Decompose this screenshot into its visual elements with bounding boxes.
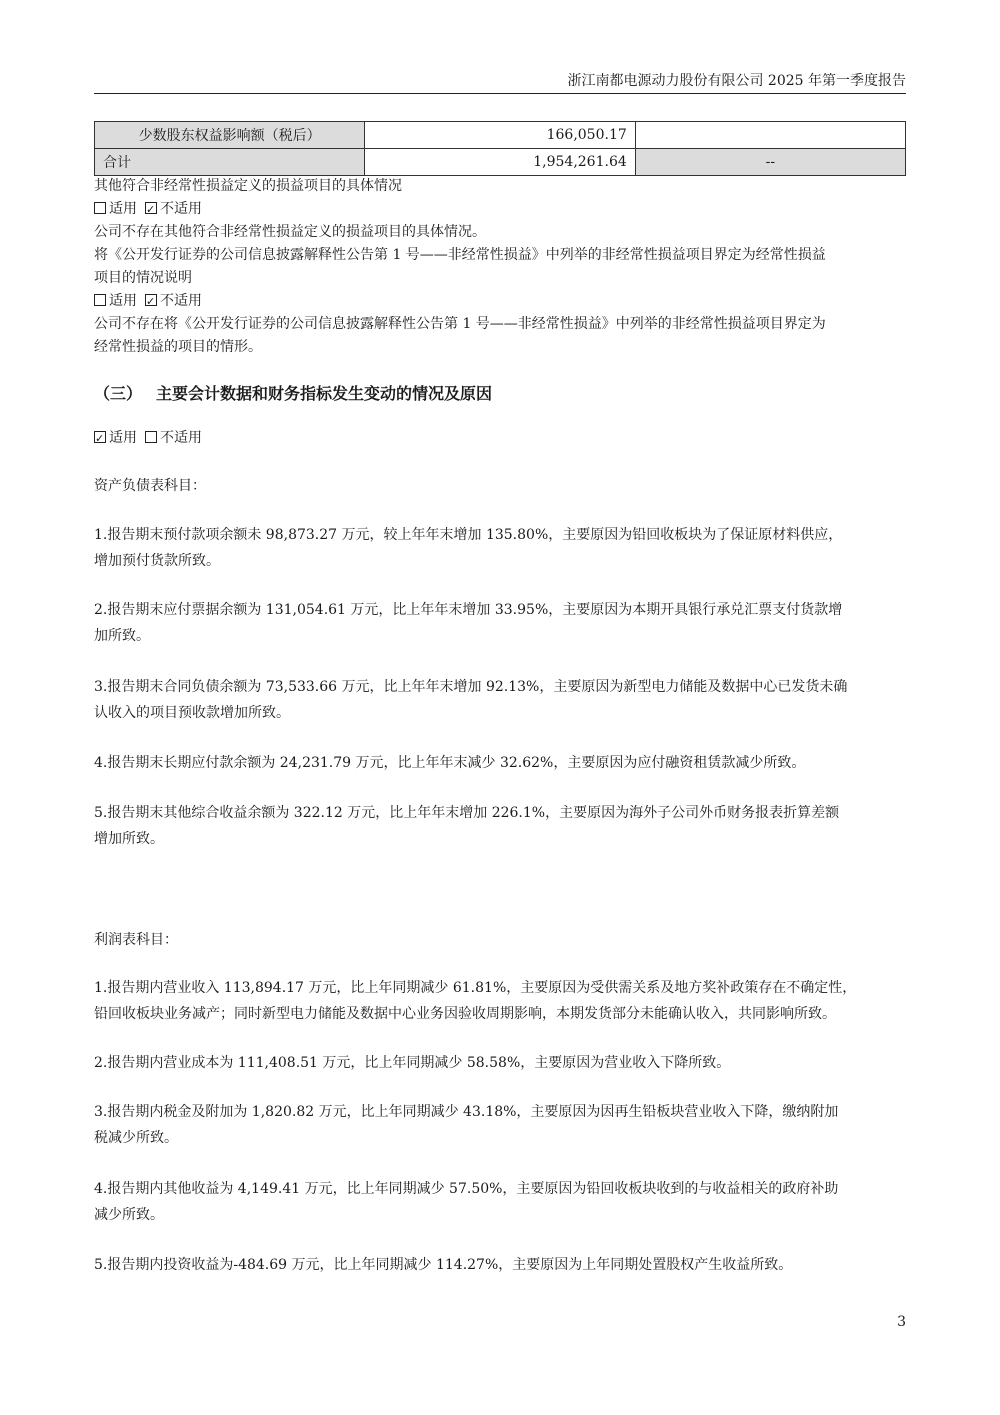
balance-item: 1.报告期末预付款项余额未 98,873.27 万元，较上年年末增加 135.80%，主要原因为铅回收板块为了保证原材料供应， 增加预付货款所致。 — [94, 527, 843, 569]
row-note — [635, 122, 905, 149]
section-number: （三） — [94, 384, 143, 403]
balance-item: 2.报告期末应付票据余额为 131,054.61 万元，比上年年末增加 33.95%，主要原因为本期开具银行承兑汇票支付货款增 加所致。 — [94, 602, 843, 644]
balance-item: 3.报告期末合同负债余额为 73,533.66 万元，比上年年末增加 92.13%，主要原因为新型电力储能及数据中心已发货未确 认收入的项目预收款增加所致。 — [94, 679, 848, 721]
table-row-total — [95, 149, 906, 176]
reclass-statement-line2: 经常性损益的项目的情形。 — [94, 339, 262, 355]
other-items-statement: 公司不存在其他符合非经常性损益定义的损益项目的具体情况。 — [94, 224, 486, 240]
profit-item: 3.报告期内税金及附加为 1,820.82 万元，比上年同期减少 43.18%，主要原因为因再生铅板块营业收入下降，缴纳附加 税减少所致。 — [94, 1104, 839, 1146]
checkbox-applicable[interactable] — [94, 202, 106, 214]
checkbox-not-applicable[interactable] — [145, 431, 157, 443]
profit-item: 2.报告期内营业成本为 111,408.51 万元，比上年同期减少 58.58%，主要原因为营业收入下降所致。 — [94, 1055, 731, 1071]
reclass-line1: 将《公开发行证券的公司信息披露解释性公告第 1 号——非经常性损益》中列举的非经常性损益项目界定为经常性损益 — [94, 247, 826, 263]
other-items-title: 其他符合非经常性损益定义的损益项目的具体情况 — [94, 178, 402, 194]
checkbox-not-applicable[interactable] — [145, 202, 157, 214]
page-header: 浙江南都电源动力股份有限公司 2025 年第一季度报告 — [567, 73, 906, 89]
balance-title: 资产负债表科目： — [94, 478, 206, 494]
header-rule — [94, 93, 906, 94]
row-label: 合计 — [95, 149, 365, 176]
other-items-options: 适用✓ 不适用 — [94, 198, 906, 221]
row-amount: 166,050.17 — [365, 122, 635, 149]
reclass-statement-line1: 公司不存在将《公开发行证券的公司信息披露解释性公告第 1 号——非经常性损益》中列举的非经常性损益项目界定为 — [94, 316, 826, 332]
section3-options: ✓适用 不适用 — [94, 427, 906, 450]
section-title: 主要会计数据和财务指标发生变动的情况及原因 — [156, 384, 493, 403]
profit-title: 利润表科目： — [94, 932, 178, 948]
table-row — [95, 122, 906, 149]
section-heading — [94, 381, 492, 404]
profit-item: 5.报告期内投资收益为-484.69 万元，比上年同期减少 114.27%，主要原因为上年同期处置股权产生收益所致。 — [94, 1257, 793, 1273]
balance-item: 4.报告期末长期应付款余额为 24,231.79 万元，比上年年末减少 32.62%，主要原因为应付融资租赁款减少所致。 — [94, 755, 806, 771]
checkbox-applicable[interactable] — [94, 294, 106, 306]
row-amount: 1,954,261.64 — [365, 149, 635, 176]
profit-item: 4.报告期内其他收益为 4,149.41 万元，比上年同期减少 57.50%，主要原因为铅回收板块收到的与收益相关的政府补助 减少所致。 — [94, 1181, 839, 1223]
reclass-options: 适用✓ 不适用 — [94, 290, 906, 313]
checkbox-not-applicable[interactable] — [145, 294, 157, 306]
row-label: 少数股东权益影响额（税后） — [95, 122, 365, 149]
nonrecurring-table — [94, 121, 906, 176]
checkbox-applicable[interactable] — [94, 431, 106, 443]
page-number: 3 — [897, 1314, 906, 1330]
row-note: -- — [635, 149, 905, 176]
balance-item: 5.报告期末其他综合收益余额为 322.12 万元，比上年年末增加 226.1%，主要原因为海外子公司外币财务报表折算差额 增加所致。 — [94, 805, 840, 847]
profit-item: 1.报告期内营业收入 113,894.17 万元，比上年同期减少 61.81%，主要原因为受供需关系及地方奖补政策存在不确定性， 铅回收板块业务减产；同时新型电力储能及数据中心业务因验收周期影响，本期发货部分未能确认收入，共同影响所致。 — [94, 980, 857, 1022]
reclass-line2: 项目的情况说明 — [94, 270, 192, 286]
